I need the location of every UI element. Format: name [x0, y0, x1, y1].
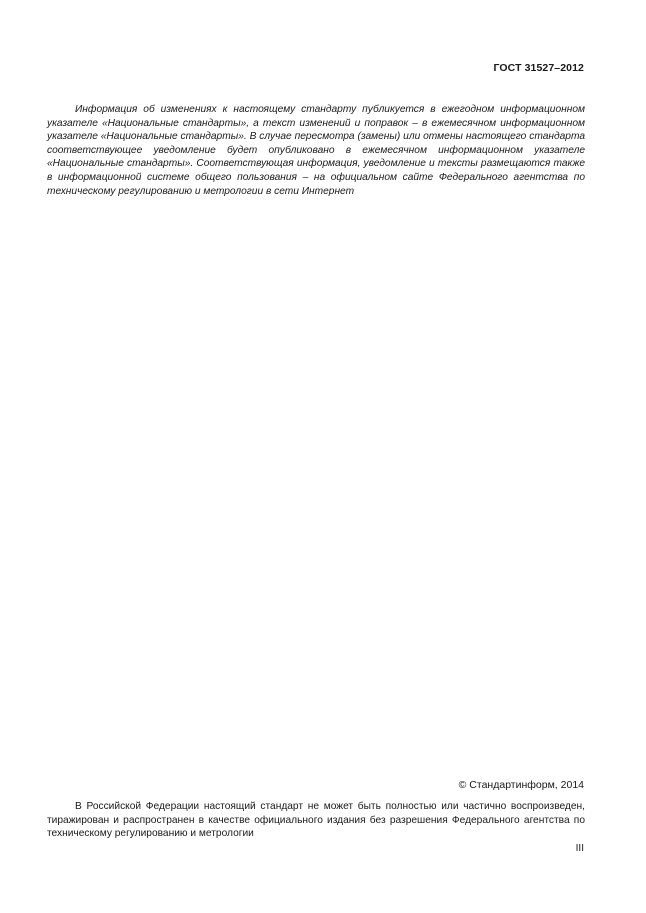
amendments-info-paragraph: Информация об изменениях к настоящему стандарту публикуется в ежегодном информационном указателе «Национальные стандарты», а текст изменений и поправок – в ежемесячном информационном указателе «Национальные стандарты». В случае пересмотра (замены) или отмены настоящего стандарта соответствующее уведомление будет опубликовано в ежемесячном информационном указателе «Национальные стандарты». Соответствующая информация, уведомление и тексты размещаются также в информационной системе общего пользования – на официальном сайте Федерального агентства по техническому регулированию и метрологии в сети Интернет — [47, 104, 585, 197]
page-number: III — [575, 843, 584, 854]
copyright-notice: © Стандартинформ, 2014 — [458, 779, 584, 791]
standard-header: ГОСТ 31527–2012 — [493, 62, 584, 74]
reproduction-rights-paragraph: В Российской Федерации настоящий стандарт не может быть полностью или частично воспроизведен, тиражирован и распространен в качестве официального издания без разрешения Федерального агентства по техническому регулированию и метрологии — [47, 801, 585, 840]
